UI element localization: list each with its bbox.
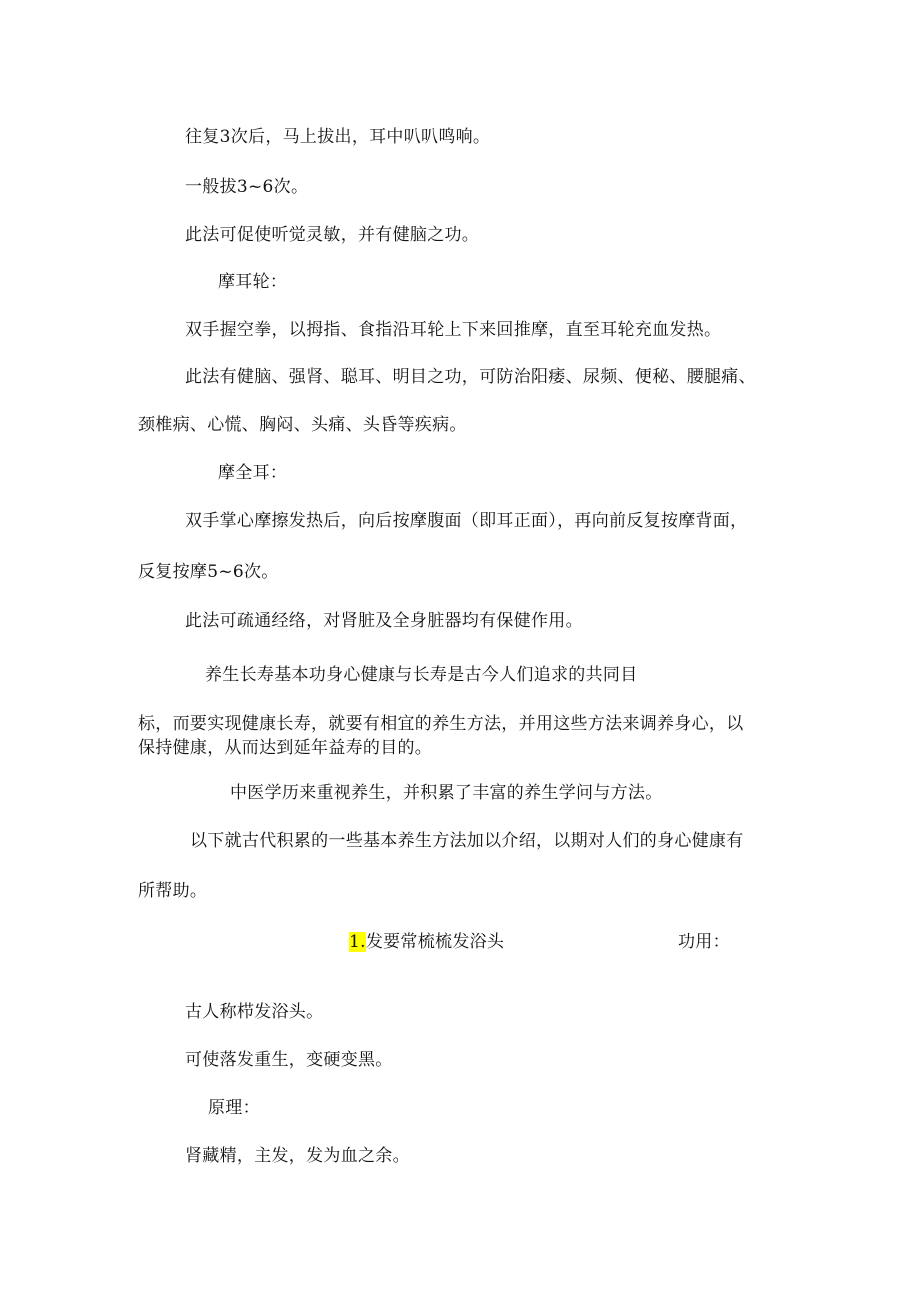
paragraph-line: 一般拔3~6次。 bbox=[185, 177, 309, 197]
paragraph-line: 此法有健脑、强肾、聪耳、明目之功，可防治阳痿、尿频、便秘、腰腿痛、 bbox=[185, 367, 756, 387]
paragraph-line: 往复3次后，马上拔出，耳中叭叭鸣响。 bbox=[185, 127, 491, 147]
paragraph-line: 保持健康，从而达到延年益寿的目的。 bbox=[138, 738, 433, 758]
paragraph-line: 所帮助。 bbox=[138, 881, 208, 901]
paragraph-line: 标，而要实现健康长寿，就要有相宜的养生方法，并用这些方法来调养身心，以 bbox=[138, 714, 744, 734]
section-heading: 摩全耳： bbox=[218, 463, 288, 483]
paragraph-line: 养生长寿基本功身心健康与长寿是古今人们追求的共同目 bbox=[205, 665, 638, 685]
heading-right-label: 功用： bbox=[678, 932, 730, 952]
paragraph-line: 中医学历来重视养生，并积累了丰富的养生学问与方法。 bbox=[230, 783, 663, 803]
paragraph-line: 此法可疏通经络，对肾脏及全身脏器均有保健作用。 bbox=[185, 611, 583, 631]
numbered-heading bbox=[349, 931, 504, 953]
paragraph-line: 反复按摩5~6次。 bbox=[138, 562, 279, 582]
paragraph-line: 肾藏精，主发，发为血之余。 bbox=[185, 1146, 410, 1166]
section-heading: 原理： bbox=[208, 1098, 260, 1118]
section-heading: 摩耳轮： bbox=[218, 272, 288, 292]
paragraph-line: 此法可促使听觉灵敏，并有健脑之功。 bbox=[185, 225, 480, 245]
paragraph-line: 双手掌心摩擦发热后，向后按摩腹面（即耳正面），再向前反复按摩背面， bbox=[185, 511, 748, 531]
heading-title: 发要常梳梳发浴头 bbox=[365, 932, 505, 952]
paragraph-line: 颈椎病、心慌、胸闷、头痛、头昏等疾病。 bbox=[138, 415, 467, 435]
paragraph-line: 以下就古代积累的一些基本养生方法加以介绍，以期对人们的身心健康有 bbox=[190, 831, 744, 851]
paragraph-line: 可使落发重生，变硬变黑。 bbox=[185, 1050, 393, 1070]
paragraph-line: 双手握空拳，以拇指、食指沿耳轮上下来回推摩，直至耳轮充血发热。 bbox=[185, 320, 722, 340]
paragraph-line: 古人称栉发浴头。 bbox=[185, 1002, 324, 1022]
heading-number-highlight: 1. bbox=[349, 932, 366, 952]
